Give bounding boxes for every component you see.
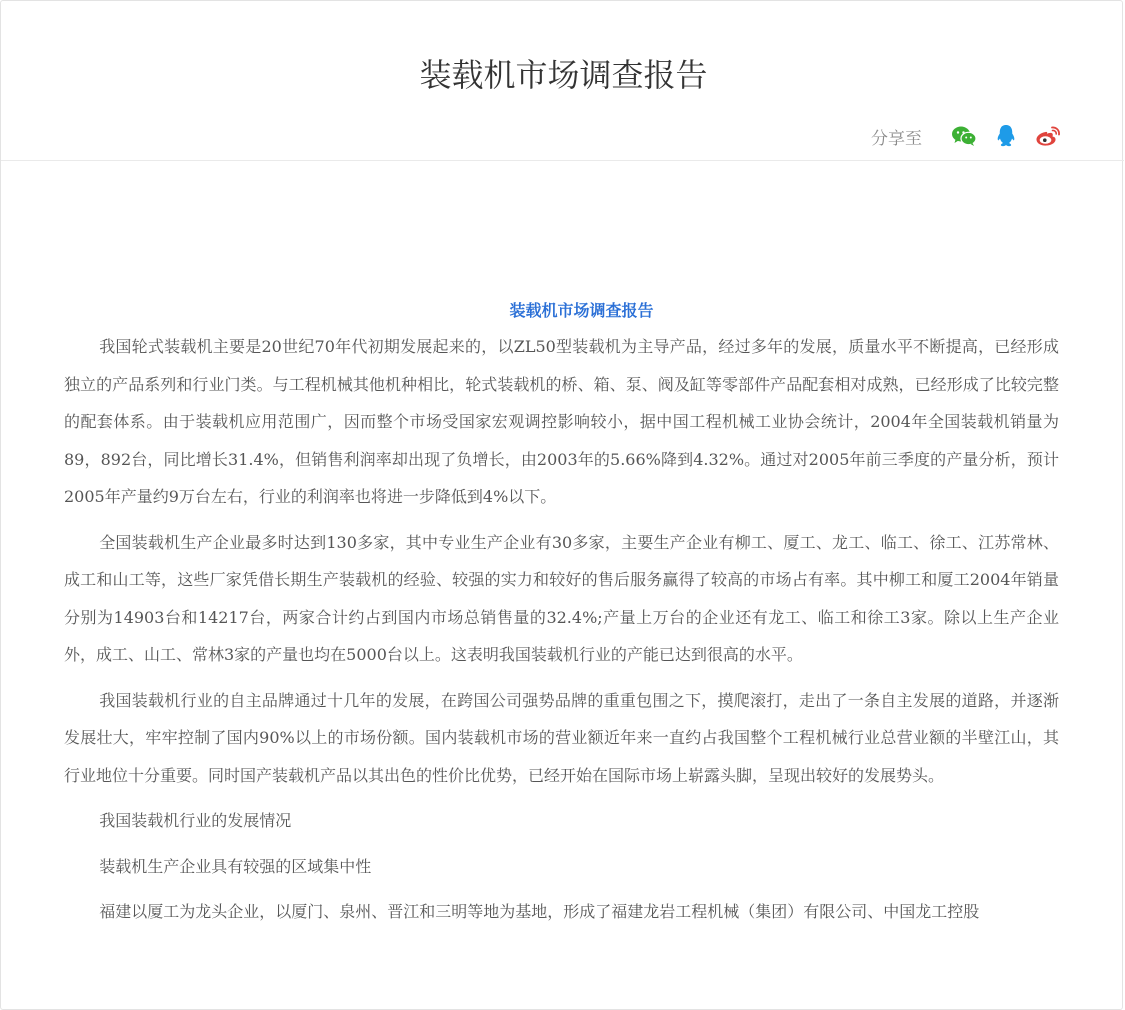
article-paragraph: 我国轮式装载机主要是20世纪70年代初期发展起来的，以ZL50型装载机为主导产品，经过多年的发展，质量水平不断提高，已经形成独立的产品系列和行业门类。与工程机械其他机种相比，轮式装载机的桥、箱、泵、阀及缸等零部件产品配套相对成熟，已经形成了比较完整的配套体系。由于装载机应用范围广，因而整个市场受国家宏观调控影响较小，据中国工程机械工业协会统计，2004年全国装载机销量为89，892台，同比增长31.4%，但销售利润率却出现了负增长，由2003年的5.66%降到4.32%。通过对2005年前三季度的产量分析，预计2005年产量约9万台左右，行业的利润率也将进一步降低到4%以下。 (64, 337, 1059, 506)
share-wechat-button[interactable] (950, 122, 978, 150)
article-subheading: 装载机生产企业具有较强的区域集中性 (99, 856, 372, 876)
share-weibo-button[interactable] (1034, 122, 1062, 150)
qq-icon (995, 124, 1017, 148)
article-paragraph: 我国装载机行业的自主品牌通过十几年的发展，在跨国公司强势品牌的重重包围之下，摸爬滚打，走出了一条自主发展的道路，并逐渐发展壮大，牢牢控制了国内90%以上的市场份额。国内装载机市场的营业额近年来一直约占我国整个工程机械行业总营业额的半壁江山，其行业地位十分重要。同时国产装载机产品以其出色的性价比优势，已经开始在国际市场上崭露头脚，呈现出较好的发展势头。 (64, 690, 1059, 785)
page-header (1, 1, 1124, 161)
wechat-icon (951, 125, 977, 147)
article-paragraph: 福建以厦工为龙头企业，以厦门、泉州、晋江和三明等地为基地，形成了福建龙岩工程机械（集团）有限公司、中国龙工控股 (99, 902, 980, 921)
share-label: 分享至 (871, 128, 922, 149)
article-body (64, 294, 1059, 939)
share-bar (871, 121, 1062, 151)
article-title: 装载机市场调查报告 (509, 301, 654, 320)
page-title: 装载机市场调查报告 (419, 56, 708, 94)
article-paragraph: 全国装载机生产企业最多时达到130多家，其中专业生产企业有30多家，主要生产企业有柳工、厦工、龙工、临工、徐工、江苏常林、成工和山工等，这些厂家凭借长期生产装载机的经验、较强的实力和较好的售后服务赢得了较高的市场占有率。其中柳工和厦工2004年销量分别为14903台和14217台，两家合计约占到国内市场总销售量的32.4%;产量上万台的企业还有龙工、临工和徐工3家。除以上生产企业外，成工、山工、常林3家的产量也均在5000台以上。这表明我国装载机行业的产能已达到很高的水平。 (64, 532, 1059, 664)
weibo-icon (1035, 125, 1061, 147)
share-qq-button[interactable] (992, 122, 1020, 150)
article-subheading: 我国装载机行业的发展情况 (99, 811, 292, 830)
